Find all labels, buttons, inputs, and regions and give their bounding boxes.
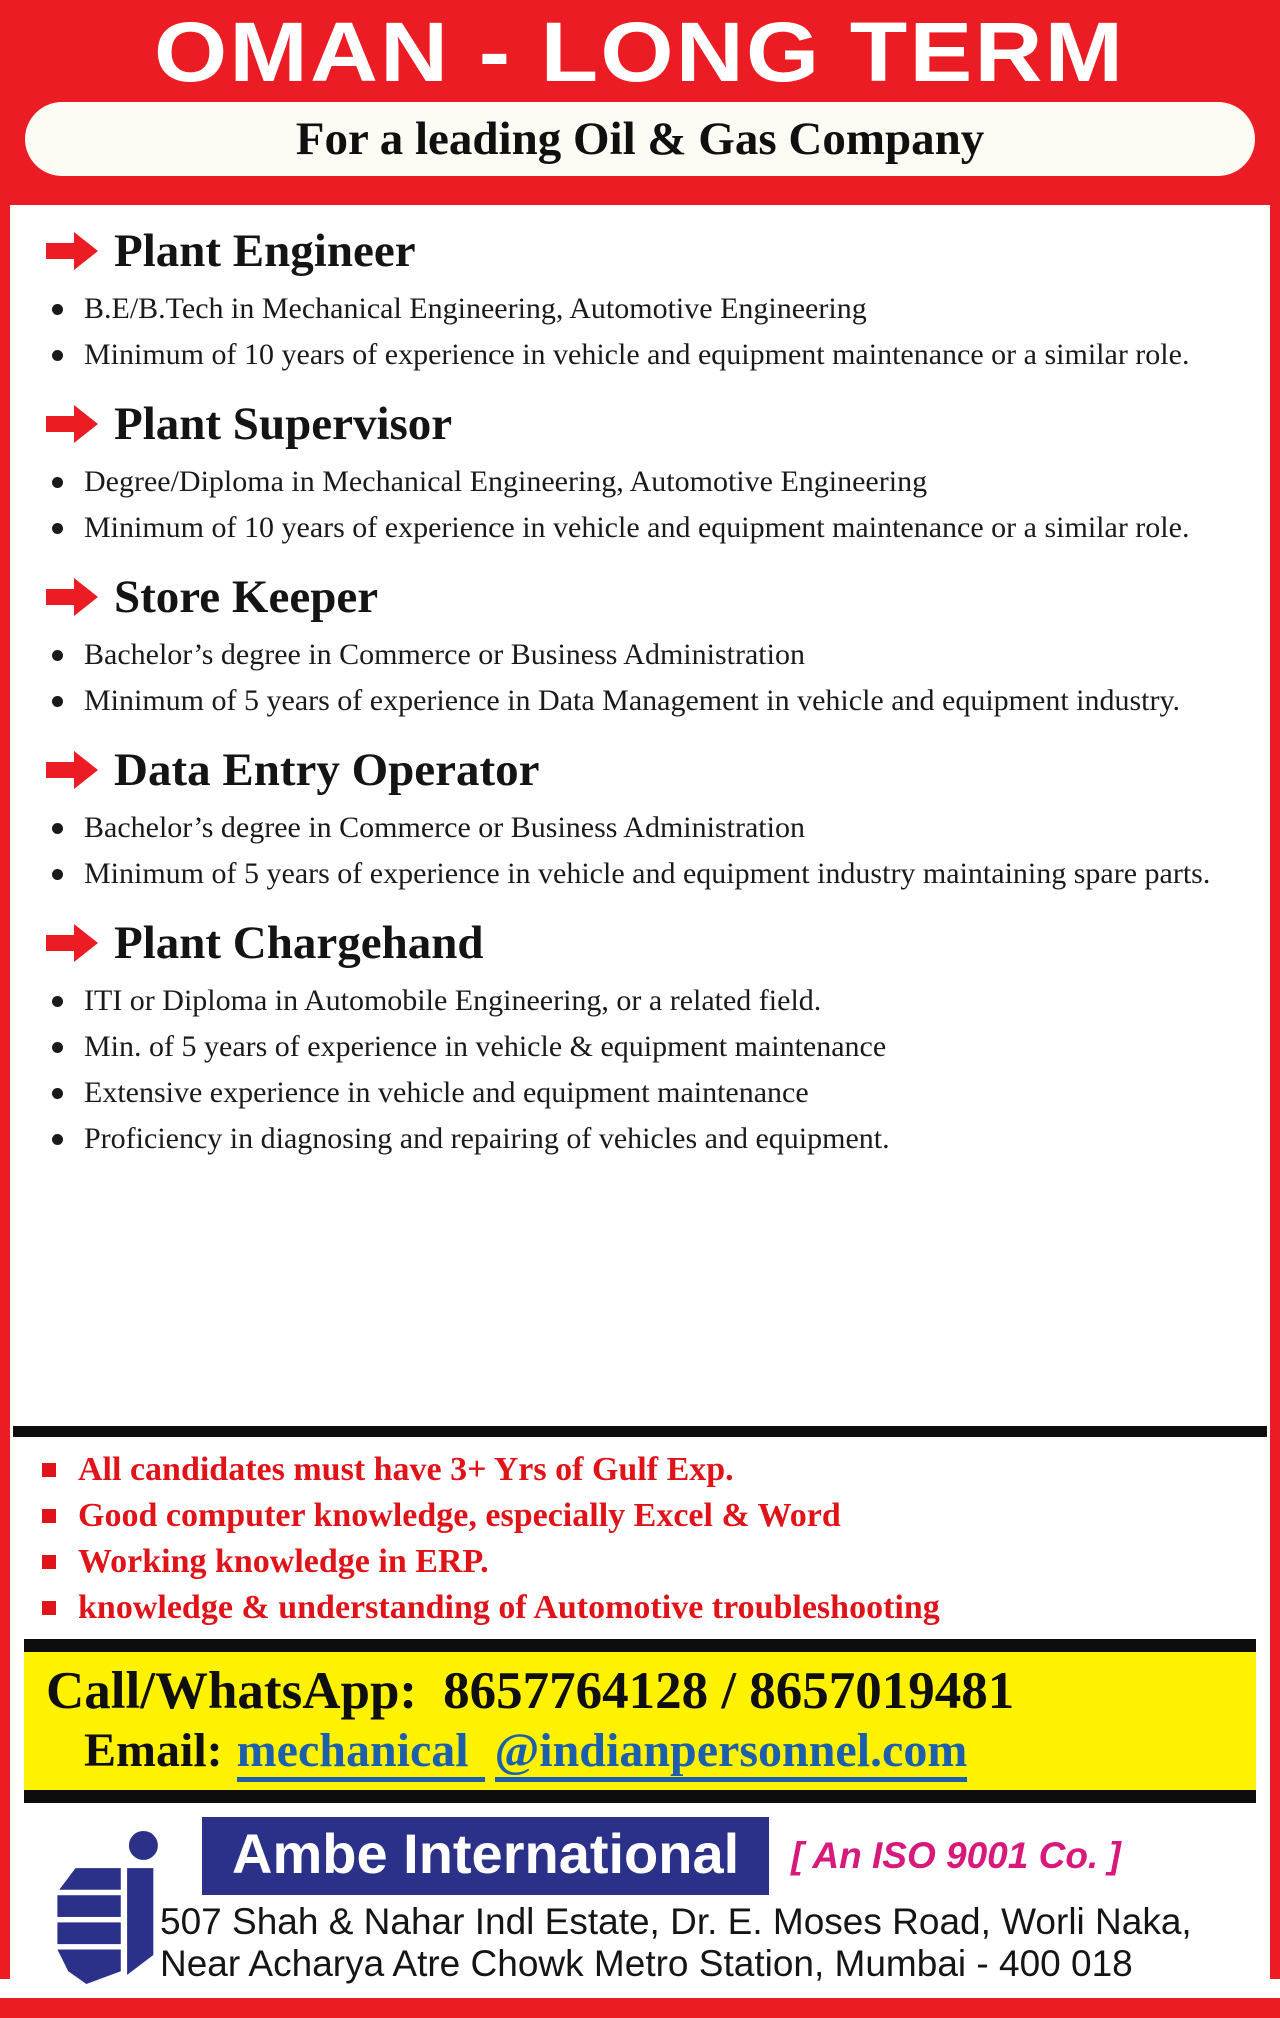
job-list (10, 205, 1270, 1420)
red-right-arrow-icon (46, 403, 98, 445)
poster-body (10, 205, 1270, 1998)
poster-subtitle: For a leading Oil & Gas Company (295, 113, 985, 165)
address-line-1: 507 Shah & Nahar Indl Estate, Dr. E. Moses Road, Worli Naka, (160, 1901, 1192, 1942)
red-right-arrow-icon (46, 922, 98, 964)
job-plant-chargehand (24, 913, 1256, 1160)
job-data-entry-operator (24, 740, 1256, 895)
job-bullet: Degree/Diploma in Mechanical Engineering, Automotive Engineering (84, 460, 1256, 503)
phone-line (24, 1660, 1256, 1722)
email-line (24, 1722, 1256, 1780)
call-whatsapp-label: Call/WhatsApp: (46, 1662, 418, 1720)
job-bullet: Bachelor’s degree in Commerce or Business Administration (84, 633, 1256, 676)
poster-header (0, 0, 1280, 205)
job-title-row (24, 567, 1256, 627)
iso-badge: [ An ISO 9001 Co. ] (791, 1835, 1121, 1876)
company-address (160, 1901, 1260, 1985)
job-bullet: Minimum of 10 years of experience in vehicle and equipment maintenance or a similar role. (84, 333, 1256, 376)
phone-numbers: 8657764128 / 8657019481 (443, 1662, 1015, 1720)
job-bullet: Bachelor’s degree in Commerce or Business Administration (84, 806, 1256, 849)
job-bullet: Minimum of 10 years of experience in vehicle and equipment maintenance or a similar role. (84, 506, 1256, 549)
footer-content (160, 1817, 1260, 1998)
brand-row (202, 1817, 1260, 1895)
red-right-arrow-icon (46, 749, 98, 791)
requirements-list (10, 1437, 1270, 1639)
email-user[interactable]: mechanical (237, 1724, 485, 1782)
job-bullet: Min. of 5 years of experience in vehicle & equipment maintenance (84, 1025, 1256, 1068)
job-title-row (24, 740, 1256, 800)
divider (13, 1426, 1267, 1437)
job-bullet: Extensive experience in vehicle and equipment maintenance (84, 1071, 1256, 1114)
poster-footer (10, 1803, 1270, 1998)
job-bullet: ITI or Diploma in Automobile Engineering, or a related field. (84, 979, 1256, 1022)
requirement-item: All candidates must have 3+ Yrs of Gulf Exp. (40, 1447, 1256, 1493)
poster-title: OMAN - LONG TERM (154, 5, 1126, 99)
job-bullets (24, 633, 1256, 722)
job-plant-supervisor (24, 394, 1256, 549)
job-title: Plant Supervisor (114, 398, 453, 450)
contact-box (24, 1639, 1256, 1803)
job-bullets (24, 460, 1256, 549)
job-title-row (24, 913, 1256, 973)
job-title: Plant Chargehand (114, 917, 484, 969)
job-bullet: Minimum of 5 years of experience in Data Management in vehicle and equipment industry. (84, 679, 1256, 722)
job-title-row (24, 221, 1256, 281)
requirement-item: knowledge & understanding of Automotive troubleshooting (40, 1585, 1256, 1631)
red-right-arrow-icon (46, 230, 98, 272)
job-bullet: Minimum of 5 years of experience in vehicle and equipment industry maintaining spare parts. (84, 852, 1256, 895)
job-plant-engineer (24, 221, 1256, 376)
job-title: Plant Engineer (114, 225, 416, 277)
email-domain[interactable]: @indianpersonnel.com (495, 1724, 968, 1782)
job-bullets (24, 287, 1256, 376)
red-right-arrow-icon (46, 576, 98, 618)
requirement-item: Working knowledge in ERP. (40, 1539, 1256, 1585)
email-label: Email: (84, 1724, 223, 1777)
job-title: Store Keeper (114, 571, 379, 623)
job-title-row (24, 394, 1256, 454)
bottom-red-border (0, 1998, 1280, 2018)
job-bullet: Proficiency in diagnosing and repairing of vehicles and equipment. (84, 1117, 1256, 1160)
job-bullets (24, 806, 1256, 895)
job-title: Data Entry Operator (114, 744, 540, 796)
requirement-item: Good computer knowledge, especially Excel & Word (40, 1493, 1256, 1539)
job-store-keeper (24, 567, 1256, 722)
subtitle-pill (25, 102, 1255, 176)
job-bullet: B.E/B.Tech in Mechanical Engineering, Automotive Engineering (84, 287, 1256, 330)
email-link[interactable] (237, 1724, 968, 1777)
company-name: Ambe International (202, 1817, 769, 1895)
job-bullets (24, 979, 1256, 1160)
address-line-2: Near Acharya Atre Chowk Metro Station, Mumbai - 400 018 (160, 1943, 1133, 1984)
